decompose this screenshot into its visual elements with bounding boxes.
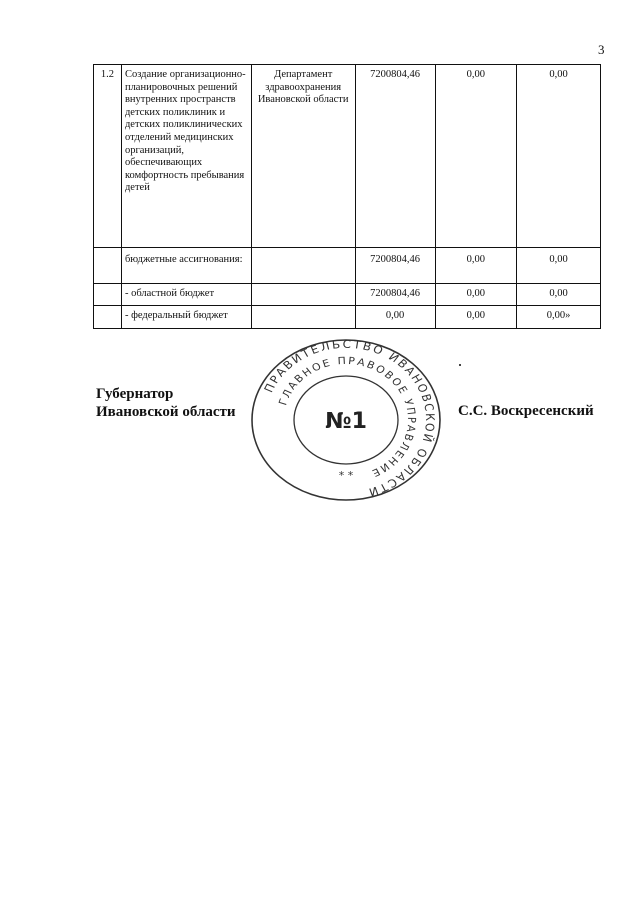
executor xyxy=(251,248,355,284)
table-row xyxy=(94,284,601,306)
executor xyxy=(251,284,355,306)
table-row xyxy=(94,248,601,284)
row-index xyxy=(94,284,122,306)
signatory-position-line1: Губернатор xyxy=(96,386,174,402)
value-year-3: 0,00 xyxy=(517,248,601,284)
table-row xyxy=(94,65,601,248)
signatory-name: С.С. Воскресенский xyxy=(458,403,594,419)
value-year-1: 7200804,46 xyxy=(355,248,435,284)
stamp-inner-text: ГЛАВНОЕ ПРАВОВОЕ УПРАВЛЕНИЕ xyxy=(276,355,418,480)
value-year-3: 0,00» xyxy=(517,306,601,329)
value-year-2: 0,00 xyxy=(435,284,517,306)
official-stamp xyxy=(248,337,444,503)
signatory-position xyxy=(96,385,236,421)
value-year-2: 0,00 xyxy=(435,65,517,248)
value-year-1: 7200804,46 xyxy=(355,65,435,248)
measure-name: - областной бюджет xyxy=(121,284,251,306)
budget-table xyxy=(93,64,601,329)
stamp-number: №1 xyxy=(325,409,367,434)
value-year-2: 0,00 xyxy=(435,248,517,284)
row-index: 1.2 xyxy=(94,65,122,248)
measure-name: Создание организационно-планировочных решений внутренних пространств детских поликлиник и детских поликлинических отделений медицинских организаций, обеспечивающих комфортность пребывания детей xyxy=(121,65,251,248)
stamp-outer-text: ПРАВИТЕЛЬСТВО ИВАНОВСКОЙ ОБЛАСТИ xyxy=(260,337,438,500)
value-year-1: 0,00 xyxy=(355,306,435,329)
row-index xyxy=(94,248,122,284)
stamp-stars: * * xyxy=(338,469,354,482)
value-year-3: 0,00 xyxy=(517,65,601,248)
table-row xyxy=(94,306,601,329)
measure-name: - федеральный бюджет xyxy=(121,306,251,329)
scan-speck xyxy=(459,364,461,366)
value-year-3: 0,00 xyxy=(517,284,601,306)
value-year-2: 0,00 xyxy=(435,306,517,329)
row-index xyxy=(94,306,122,329)
executor xyxy=(251,306,355,329)
value-year-1: 7200804,46 xyxy=(355,284,435,306)
measure-name: бюджетные ассигнования: xyxy=(121,248,251,284)
page-number: 3 xyxy=(598,42,605,57)
signatory-position-line2: Ивановской области xyxy=(96,404,236,420)
executor: Департамент здравоохранения Ивановской области xyxy=(251,65,355,248)
